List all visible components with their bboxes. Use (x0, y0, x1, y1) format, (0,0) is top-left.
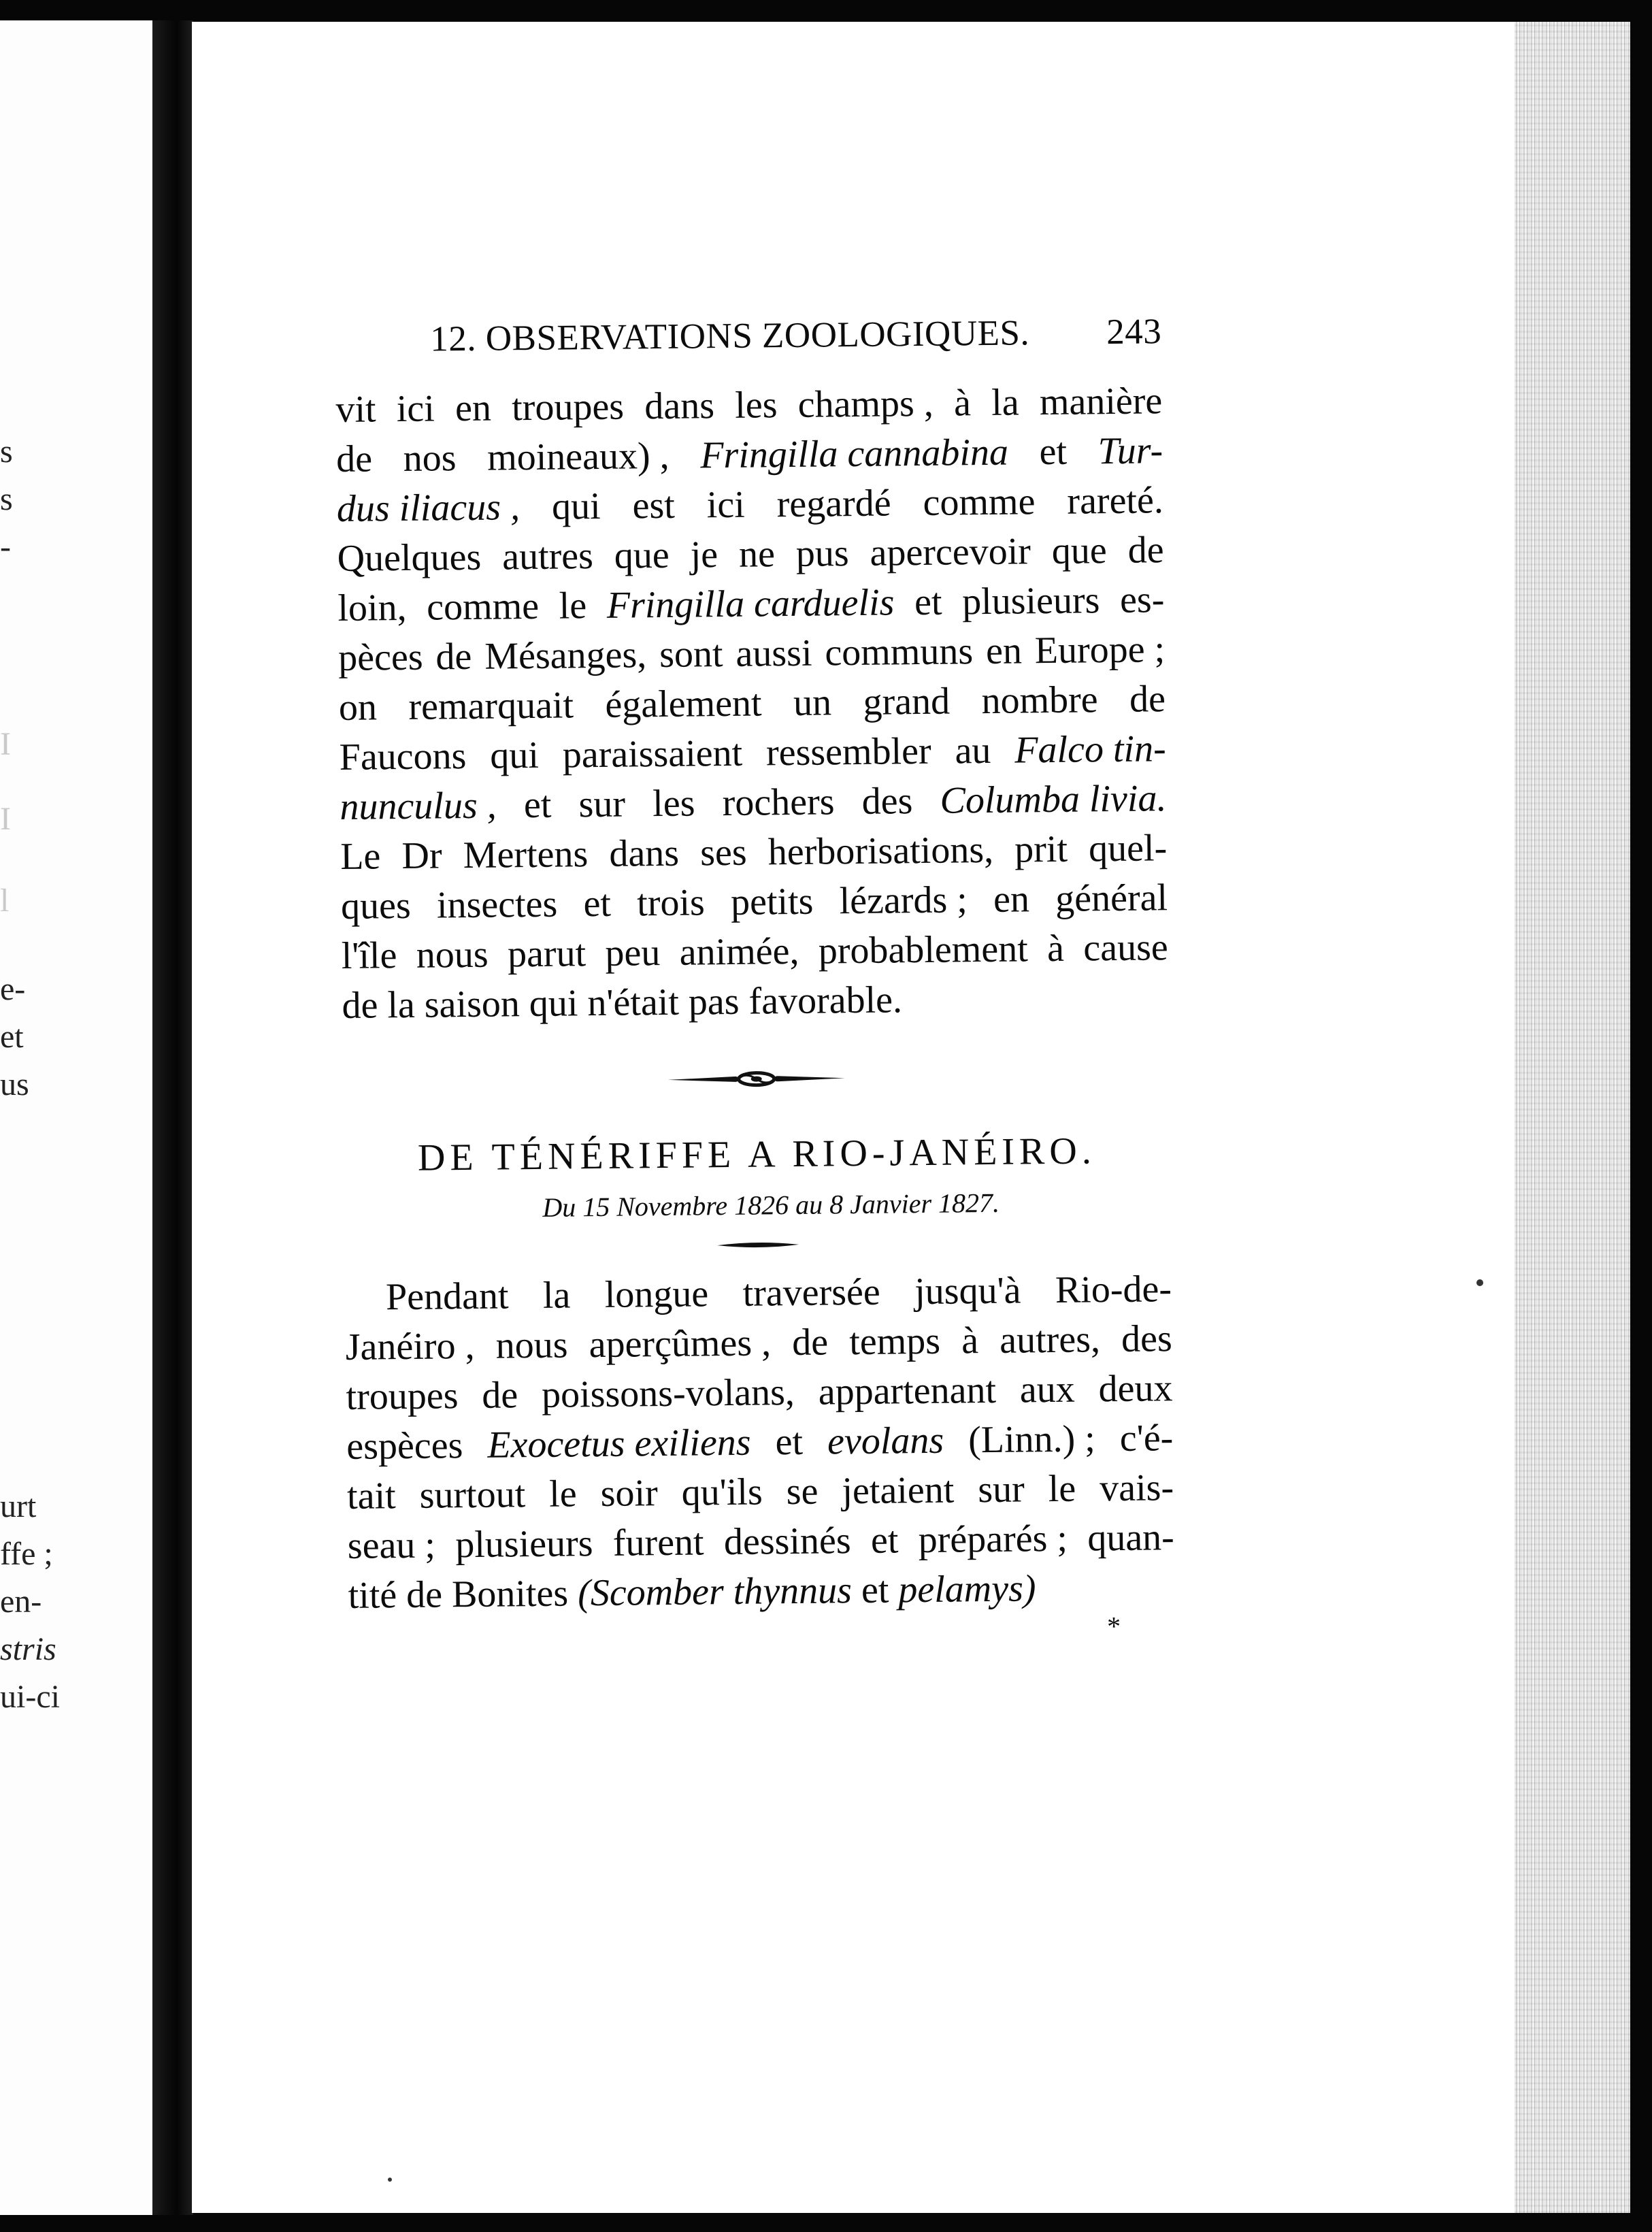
page-stack-edge (1515, 22, 1630, 2213)
word: champs , (797, 382, 934, 426)
word: nombre (981, 678, 1098, 723)
page-text-block (335, 311, 1175, 1648)
text-line (346, 1364, 1173, 1422)
word: pèces (337, 636, 423, 679)
page-number: 243 (1106, 312, 1162, 352)
word: aperçûmes , (589, 1322, 772, 1366)
word: Tur- (1097, 429, 1163, 473)
word: seau ; (347, 1524, 436, 1567)
word: de (482, 1374, 518, 1417)
word: le (559, 585, 587, 627)
word: jusqu'à (914, 1269, 1021, 1313)
word: la (542, 1274, 571, 1317)
word: Janéiro , (345, 1324, 475, 1368)
word: général (1055, 876, 1168, 920)
section-title: DE TÉNÉRIFFE A RIO-JANÉIRO. (417, 1130, 1097, 1179)
ink-speck (388, 2178, 392, 2182)
word: Rio-de- (1055, 1268, 1172, 1311)
word: nos (403, 437, 457, 480)
ink-speck (1476, 1279, 1483, 1286)
text-line (340, 823, 1168, 882)
word: ici (396, 387, 435, 431)
left-page-fragment: I (0, 801, 11, 837)
word: soir (600, 1472, 659, 1515)
word: en (993, 878, 1030, 921)
word: Columba livia. (940, 777, 1167, 822)
word: vit (335, 388, 376, 431)
word: la (991, 381, 1019, 424)
text-line (339, 674, 1166, 733)
word: (Scomber thynnus (577, 1569, 853, 1615)
facing-left-page (0, 20, 152, 2215)
text-line (337, 525, 1164, 584)
word: et (861, 1569, 889, 1611)
word: temps (848, 1319, 941, 1364)
word: rareté. (1067, 479, 1164, 523)
book-gutter (152, 20, 193, 2215)
left-page-fragment: e- (0, 971, 26, 1007)
text-line (335, 376, 1163, 435)
word: vais- (1099, 1466, 1174, 1510)
word: furent (612, 1521, 704, 1564)
word: Exocetus exiliens (487, 1421, 751, 1466)
word: le (1048, 1467, 1076, 1511)
word: manière (1039, 380, 1163, 424)
word: et (775, 1420, 804, 1464)
word: que (1051, 529, 1108, 572)
word: communs (825, 630, 974, 674)
word: et (583, 882, 612, 925)
signature-mark: * (1106, 1611, 1121, 1642)
word: on (338, 686, 378, 729)
word: rochers (722, 781, 835, 825)
left-page-fragment: I (0, 726, 11, 762)
word: est (632, 484, 676, 527)
word: et (1039, 430, 1068, 474)
word: paraissaient (562, 732, 743, 776)
paragraph-2 (345, 1264, 1175, 1621)
text-line (338, 625, 1166, 683)
word: sont (659, 633, 723, 676)
text-line (345, 1264, 1172, 1323)
word: dans (609, 832, 680, 875)
word: de (435, 635, 472, 678)
word: ques (340, 884, 412, 928)
word: qui (529, 982, 578, 1025)
text-line (348, 1562, 1175, 1621)
word: remarquait (408, 684, 574, 728)
left-page-fragment: l (0, 883, 10, 919)
word: espèces (346, 1424, 463, 1468)
word: de (1127, 529, 1164, 572)
word: je (690, 534, 718, 576)
word: aussi (736, 631, 812, 675)
running-header (335, 311, 1162, 385)
word: les (652, 782, 695, 825)
left-page-fragment: et (0, 1019, 24, 1055)
text-line (339, 724, 1166, 783)
word: des (1121, 1317, 1173, 1360)
ornamental-divider (343, 1064, 1170, 1094)
word: peu (605, 932, 661, 974)
word: Le (340, 835, 381, 878)
word: préparés ; (918, 1517, 1068, 1562)
text-line (337, 476, 1164, 534)
word: moineaux) , (486, 434, 670, 479)
word: traversée (742, 1270, 881, 1315)
word: petits (730, 880, 814, 923)
left-page-fragment: - (0, 529, 11, 565)
word: tité (348, 1574, 397, 1617)
word: tait (346, 1475, 396, 1517)
word: Pendant (385, 1275, 509, 1319)
word: es- (1119, 578, 1165, 621)
word: à (1046, 927, 1065, 970)
word: ses (699, 831, 747, 874)
word: Faucons (339, 735, 467, 778)
word: le (548, 1473, 577, 1515)
word: sur (977, 1468, 1025, 1511)
word: un (793, 681, 832, 724)
text-line (341, 873, 1168, 932)
word: à (961, 1319, 979, 1362)
word: grand (863, 680, 951, 723)
text-line (347, 1513, 1174, 1571)
word: ressembler (765, 729, 931, 774)
text-line (342, 972, 1169, 1031)
date-subtitle: Du 15 Novembre 1826 au 8 Janvier 1827. (542, 1187, 1000, 1223)
word: Fringilla cannabina (699, 431, 1009, 477)
word: de (791, 1321, 829, 1364)
word: des (861, 780, 913, 823)
word: troupes (346, 1375, 459, 1418)
left-page-fragment: stris (0, 1631, 56, 1667)
word: aux (1019, 1368, 1076, 1411)
word: lézards ; (839, 879, 968, 923)
word: de (342, 984, 378, 1027)
word: qui (551, 485, 601, 528)
left-page-fragment: s (0, 433, 13, 470)
text-line (340, 774, 1167, 832)
word: comme (426, 585, 540, 629)
word: n'était (587, 981, 680, 1025)
text-line (341, 923, 1168, 981)
word: comme (923, 480, 1036, 524)
word: Falco tin- (1014, 727, 1166, 772)
word: les (734, 384, 778, 427)
word: longue (604, 1273, 709, 1316)
word: Mertens (463, 833, 589, 877)
text-line (346, 1413, 1174, 1472)
word: autres (501, 535, 594, 578)
word: regardé (776, 482, 891, 526)
word: sur (578, 783, 626, 826)
word: insectes (436, 883, 558, 927)
word: de (406, 1573, 443, 1616)
word: pus (795, 532, 849, 575)
text-line (337, 575, 1165, 634)
word: evolans (827, 1419, 944, 1463)
left-page-fragment: ui-ci (0, 1679, 60, 1715)
paragraph-1 (335, 376, 1169, 1031)
left-page-fragment: us (0, 1066, 29, 1102)
word: trois (636, 881, 706, 925)
word: herborisations, (767, 828, 994, 874)
word: nunculus , (340, 784, 497, 828)
word: qu'ils (681, 1471, 763, 1514)
word: troupes (511, 385, 625, 429)
word: animée, (679, 930, 799, 974)
word: prit (1014, 827, 1068, 871)
word: en (455, 387, 492, 430)
left-page-fragment: urt (0, 1488, 37, 1524)
word: de (335, 438, 373, 480)
word: de (1129, 678, 1166, 721)
word: la (387, 983, 416, 1027)
word: dus iliacus , (336, 486, 521, 530)
word: ici (706, 483, 746, 527)
word: surtout (419, 1473, 526, 1517)
word: également (605, 682, 762, 726)
word: plusieurs (455, 1522, 593, 1566)
word: quel- (1088, 827, 1168, 870)
word: Bonites (451, 1572, 569, 1616)
word: favorable. (748, 979, 903, 1023)
word: pelamys) (898, 1567, 1036, 1611)
word: autres, (999, 1318, 1101, 1362)
word: Europe ; (1034, 628, 1166, 672)
word: saison (424, 983, 521, 1026)
word: et (870, 1519, 899, 1562)
word: au (955, 729, 991, 772)
word: probablement (818, 928, 1029, 972)
word: se (786, 1470, 819, 1513)
word: parut (507, 932, 587, 976)
word: et (914, 580, 942, 624)
word: nous (495, 1324, 568, 1367)
word: plusieurs (961, 579, 1100, 623)
word: l'île (341, 934, 397, 977)
text-line (336, 426, 1163, 485)
left-page-fragment: s (0, 481, 13, 517)
word: cause (1083, 926, 1169, 970)
word: que (614, 534, 670, 577)
word: c'é- (1119, 1417, 1174, 1460)
word: apercevoir (870, 530, 1031, 574)
word: appartenant (818, 1368, 997, 1413)
word: en (985, 629, 1023, 673)
word: Quelques (337, 536, 482, 580)
word: pas (688, 980, 740, 1023)
word: dessinés (723, 1520, 851, 1564)
left-page-fragment: en- (0, 1583, 42, 1620)
word: qui (489, 734, 540, 777)
word: à (953, 382, 972, 425)
short-rule (344, 1234, 1171, 1256)
word: (Linn.) ; (968, 1417, 1096, 1462)
word: dans (644, 384, 715, 428)
word: Mésanges, (484, 634, 647, 678)
word: Fringilla carduelis (606, 581, 895, 627)
word: Dr (401, 834, 442, 878)
word: deux (1098, 1367, 1173, 1411)
word: loin, (337, 586, 407, 629)
left-page-fragment: ffe ; (0, 1536, 53, 1572)
text-line (347, 1463, 1174, 1522)
word: nous (416, 933, 489, 977)
word: quan- (1087, 1516, 1175, 1560)
text-line (345, 1314, 1172, 1373)
word: poissons-volans, (541, 1371, 795, 1416)
running-title: 12. OBSERVATIONS ZOOLOGIQUES. (430, 313, 1030, 359)
word: et (523, 783, 552, 827)
word: jetaient (842, 1468, 955, 1513)
word: ne (738, 533, 776, 576)
